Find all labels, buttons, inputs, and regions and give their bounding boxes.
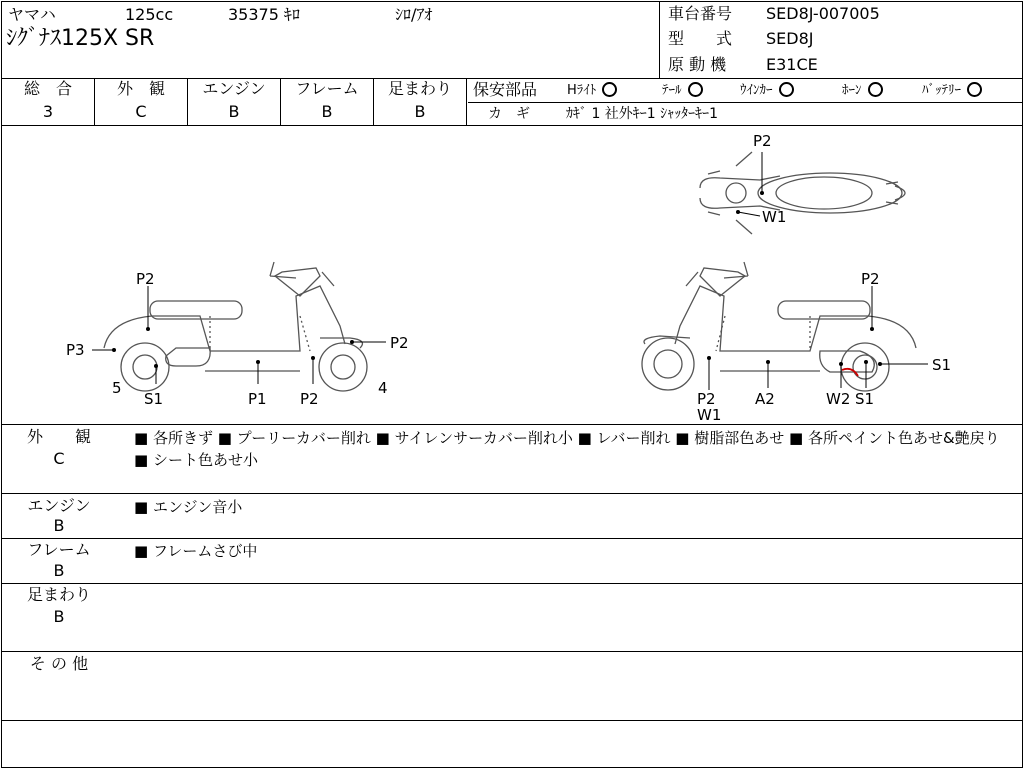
- diagram-label: P2: [390, 334, 409, 352]
- notes-label: 外 観: [26, 427, 91, 446]
- color: ｼﾛ/ｱｵ: [395, 5, 433, 24]
- safety-item-name: ﾃｰﾙ: [662, 83, 682, 98]
- type-label: 型 式: [668, 29, 733, 48]
- safety-item: [740, 82, 794, 100]
- notes-text: ■ エンジン音小: [134, 498, 243, 516]
- safety-item: [567, 82, 617, 100]
- divider: [1, 720, 1022, 721]
- diagram-label: 4: [378, 379, 388, 397]
- mileage: 35375 ｷﾛ: [228, 5, 300, 24]
- key-label: カ ギ: [488, 106, 530, 122]
- safety-label: 保安部品: [473, 80, 538, 99]
- divider: [1, 651, 1022, 652]
- safety-item-name: ﾎｰﾝ: [842, 83, 862, 98]
- overall-grade: 3: [42, 102, 54, 121]
- divider: [659, 1, 660, 78]
- diagram-label: S1: [932, 356, 952, 374]
- frame-no: SED8J-007005: [766, 4, 880, 23]
- notes-label: 足まわり: [26, 585, 91, 604]
- exterior-grade: C: [135, 102, 147, 121]
- ok-circle-icon: [602, 82, 617, 97]
- notes-grade: B: [53, 516, 65, 535]
- ok-circle-icon: [779, 82, 794, 97]
- notes-label: そ の 他: [29, 654, 89, 673]
- safety-item: [662, 82, 703, 100]
- engine-grade: B: [228, 102, 240, 121]
- frame-grade: B: [321, 102, 333, 121]
- ok-circle-icon: [868, 82, 883, 97]
- frame-no-label: 車台番号: [668, 4, 733, 23]
- engine-grade-label: エンジン: [202, 79, 266, 98]
- notes-grade: B: [53, 607, 65, 626]
- divider: [1, 538, 1022, 539]
- diagram-label: S1: [855, 390, 875, 408]
- frame-grade-label: フレーム: [295, 79, 359, 98]
- notes-grade: C: [53, 449, 65, 468]
- safety-item: [842, 82, 883, 100]
- diagram-label: P3: [66, 341, 85, 359]
- diagram-label: P2: [136, 270, 155, 288]
- scooter-top-view-icon: [700, 152, 905, 234]
- diagram-label: W1: [762, 208, 787, 226]
- engine-value: E31CE: [766, 55, 818, 74]
- divider: [1, 583, 1022, 584]
- safety-item-name: ｳｲﾝｶｰ: [740, 83, 773, 98]
- notes-label: エンジン: [27, 496, 91, 515]
- suspension-grade: B: [414, 102, 426, 121]
- diagram-label: W1: [697, 406, 722, 424]
- diagram-label: A2: [755, 390, 775, 408]
- notes-label: フレーム: [27, 540, 91, 559]
- diagram-label: P2: [697, 390, 716, 408]
- diagram-label: P2: [861, 270, 880, 288]
- type-value: SED8J: [766, 29, 814, 48]
- ok-circle-icon: [967, 82, 982, 97]
- notes-text: ■ フレームさび中: [134, 542, 258, 560]
- divider: [1, 493, 1022, 494]
- diagram-label: P2: [300, 390, 319, 408]
- overall-label: 総 合: [23, 79, 72, 98]
- diagram-label: S1: [144, 390, 164, 408]
- engine-label: 原 動 機: [668, 55, 727, 74]
- ok-circle-icon: [688, 82, 703, 97]
- notes-grade: B: [53, 561, 65, 580]
- safety-item: [922, 82, 982, 100]
- divider: [466, 78, 467, 125]
- divider: [468, 102, 1022, 103]
- safety-item-name: Hﾗｲﾄ: [567, 83, 597, 98]
- model-name: ｼｸﾞﾅｽ125X SR: [6, 26, 155, 51]
- damage-diagram: [0, 126, 1024, 424]
- divider: [1, 424, 1022, 425]
- diagram-label: W2: [826, 390, 851, 408]
- diagram-label: P1: [248, 390, 267, 408]
- key-value: ｶｷﾞ 1 社外ｷｰ1 ｼｬｯﾀｰｷｰ1: [566, 106, 719, 122]
- notes-text: ■ 各所きず ■ プーリーカバー削れ ■ サイレンサーカバー削れ小 ■ レバー削れ ■ 樹脂部色あせ ■ 各所ペイント色あせ&艶戻り ■ シート色あせ小: [134, 429, 1000, 469]
- diagram-label: P2: [753, 132, 772, 150]
- diagram-label: 5: [112, 379, 122, 397]
- displacement: 125cc: [125, 5, 174, 24]
- exterior-label: 外 観: [116, 79, 165, 98]
- suspension-label: 足まわり: [387, 79, 452, 98]
- maker: ヤマハ: [8, 5, 56, 24]
- safety-item-name: ﾊﾞｯﾃﾘｰ: [922, 83, 961, 98]
